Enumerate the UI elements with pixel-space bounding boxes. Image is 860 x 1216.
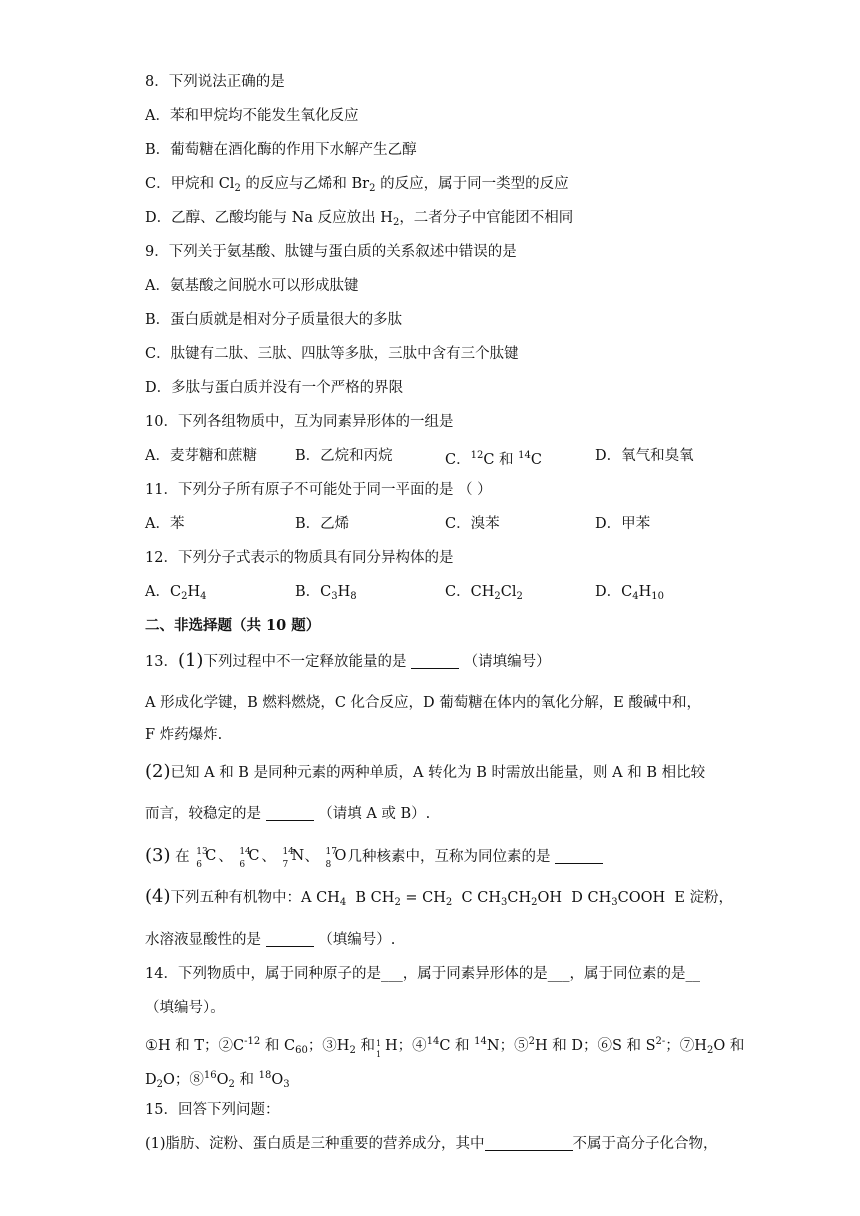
nuclide-n14: 14 7 N xyxy=(282,847,305,870)
q13-part1: 13．(1)下列过程中不一定释放能量的是 （请填编号） xyxy=(145,650,551,671)
q11-stem: 11．下列分子所有原子不可能处于同一平面的是 （ ） xyxy=(145,482,492,498)
q9-option-c: C．肽键有二肽、三肽、四肽等多肽，三肽中含有三个肽键 xyxy=(145,346,519,362)
section-heading: 二、非选择题（共 10 题） xyxy=(145,617,321,634)
q12-option-b: B．$C_3H_8$ xyxy=(295,584,357,602)
answer-blank[interactable] xyxy=(555,849,603,864)
nuclide-c14: 14 6 C xyxy=(239,847,260,870)
q13-part2: (2)已知 A 和 B 是同种元素的两种单质，A 转化为 B 时需放出能量，则 A 和 B 相比较 xyxy=(145,761,706,782)
q9-option-b: B．蛋白质就是相对分子质量很大的多肽 xyxy=(145,312,403,328)
answer-blank[interactable] xyxy=(266,932,314,947)
q8-option-c: C．甲烷和 $Cl_2$ 的反应与乙烯和 $Br_2$ 的反应，属于同一类型的反应 xyxy=(145,176,569,194)
q8-option-d: D．乙醇、乙酸均能与 Na 反应放出 $H_2$，二者分子中官能团不相同 xyxy=(145,210,574,228)
q15-stem: 15．回答下列问题： xyxy=(145,1102,280,1118)
q8-option-a: A．苯和甲烷均不能发生氧化反应 xyxy=(145,108,359,124)
q10-option-d: D．氧气和臭氧 xyxy=(595,448,694,464)
q11-option-a: A．苯 xyxy=(145,516,185,532)
q10-option-c: C．$^{12}$C 和 $^{14}$C xyxy=(445,450,543,468)
q10-stem: 10．下列各组物质中，互为同素异形体的一组是 xyxy=(145,414,454,430)
answer-blank[interactable] xyxy=(485,1136,573,1151)
q13-part1-options-cont: F 炸药爆炸. xyxy=(145,727,223,743)
isotope-notation: 1 1 xyxy=(375,1039,382,1059)
q15-part1: (1)脂肪、淀粉、蛋白质是三种重要的营养成分，其中 不属于高分子化合物， xyxy=(145,1136,718,1152)
q14-items-cont: $D_2O$；$⑧^{16}O_2$ 和 $^{18}O_3$ xyxy=(145,1070,290,1090)
q14-items: ①H 和 T；$②C^{-12}$ 和 $C_{60}$；$③H_2$ 和 1 1 H；④$^{14}$C 和 $^{14}$N；⑤$^2$H 和 D；⑥S 和 $S^{2-}$；$⑦H_2O$ 和 xyxy=(145,1036,745,1059)
q8-option-b: B．葡萄糖在酒化酶的作用下水解产生乙醇 xyxy=(145,142,417,158)
q12-option-a: A．$C_2H_4$ xyxy=(145,584,207,602)
q10-options xyxy=(145,446,745,466)
q8-stem: 8．下列说法正确的是 xyxy=(145,74,285,90)
q12-stem: 12．下列分子式表示的物质具有同分异构体的是 xyxy=(145,550,454,566)
q9-option-d: D．多肽与蛋白质并没有一个严格的界限 xyxy=(145,380,404,396)
q11-option-b: B．乙烯 xyxy=(295,516,350,532)
q13-part1-options: A 形成化学键，B 燃料燃烧，C 化合反应，D 葡萄糖在体内的氧化分解，E 酸碱中和， xyxy=(145,695,701,711)
q13-part4: (4)下列五种有机物中：A $CH_4$ B $CH_2 = CH_2$ C $CH_3CH_2OH$ D $CH_3COOH$ E 淀粉， xyxy=(145,886,734,908)
q11-option-c: C．溴苯 xyxy=(445,516,500,532)
q13-part3: (3) 在 13 6 C 、 14 6 C 、 14 7 N 、 17 8 O 几种核素中，互称为同位素的是 xyxy=(145,845,603,867)
q10-option-b: B．乙烷和丙烷 xyxy=(295,448,393,464)
q12-option-c: C．$CH_2Cl_2$ xyxy=(445,584,523,602)
q9-option-a: A．氨基酸之间脱水可以形成肽键 xyxy=(145,278,359,294)
q13-part4-cont: 水溶液显酸性的是 （填编号）. xyxy=(145,932,396,948)
nuclide-c13: 13 6 C xyxy=(196,847,217,870)
q14-stem: 14．下列物质中，属于同种原子的是___，属于同素异形体的是___，属于同位素的是__ xyxy=(145,966,700,982)
q10-option-a: A．麦芽糖和蔗糖 xyxy=(145,448,257,464)
q13-part2-cont: 而言，较稳定的是 （请填 A 或 B）. xyxy=(145,806,431,822)
q11-options xyxy=(145,514,745,534)
answer-blank[interactable] xyxy=(411,654,459,669)
q12-options xyxy=(145,582,745,602)
answer-blank[interactable] xyxy=(266,806,314,821)
q9-stem: 9．下列关于氨基酸、肽键与蛋白质的关系叙述中错误的是 xyxy=(145,244,517,260)
q12-option-d: D．$C_4H_{10}$ xyxy=(595,584,664,602)
nuclide-o17: 17 8 O xyxy=(325,847,347,870)
q14-stem-cont: （填编号）。 xyxy=(145,1000,225,1016)
q11-option-d: D．甲苯 xyxy=(595,516,651,532)
